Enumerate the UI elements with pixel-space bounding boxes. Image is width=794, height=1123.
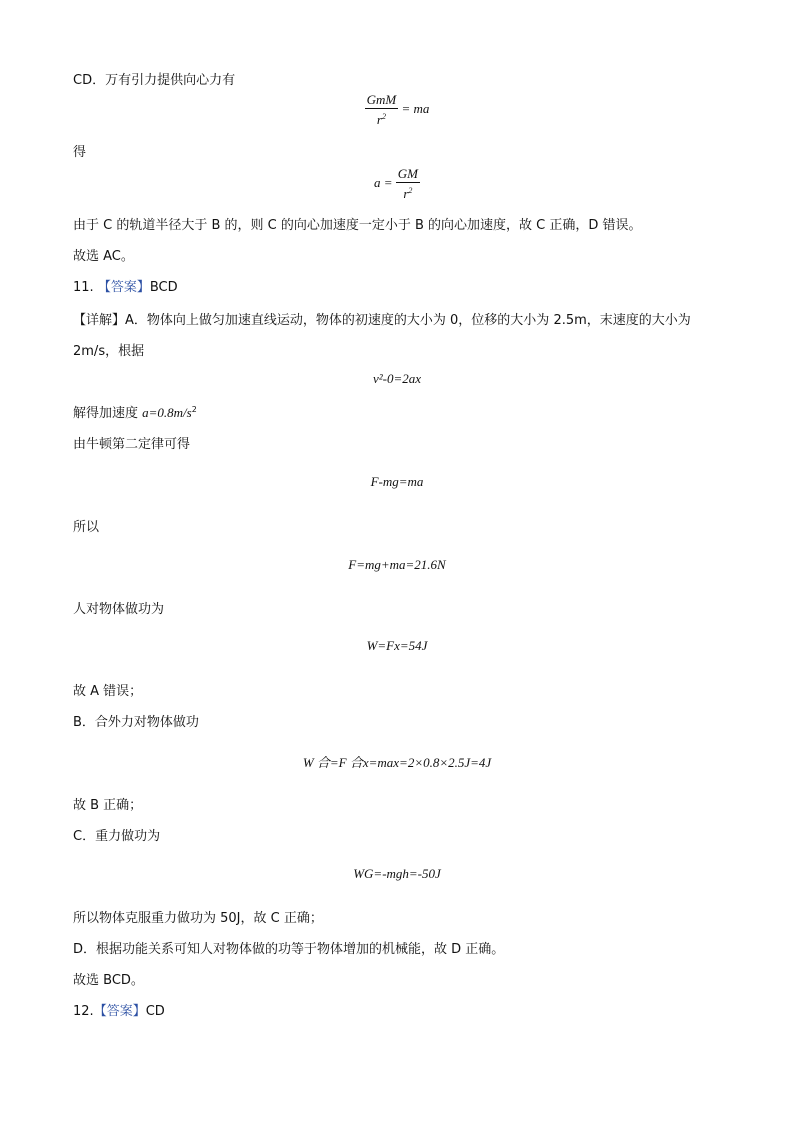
- b-correct: 故 B 正确；: [73, 798, 143, 813]
- answer-value: BCD: [149, 280, 178, 295]
- question-number: 11.: [73, 280, 94, 295]
- newton-law: 由牛顿第二定律可得: [73, 437, 191, 452]
- choose-ac: 故选 AC。: [73, 249, 134, 264]
- formula-lhs: a =: [374, 174, 393, 190]
- question-11-header: [73, 276, 178, 295]
- d-conclusion: D．根据功能关系可知人对物体做的功等于物体增加的机械能，故 D 正确。: [73, 942, 505, 957]
- detail-tag: 【详解】: [73, 313, 126, 328]
- conclusion-c: 由于 C 的轨道半径大于 B 的，则 C 的向心加速度一定小于 B 的向心加速度，故 C 正确，D 错误。: [73, 218, 642, 233]
- formula-gravity-work: WG=-mgh=-50J: [353, 866, 441, 881]
- formula-acceleration: [0, 166, 794, 202]
- detail-a-line1: 【详解】A．物体向上做匀加速直线运动，物体的初速度的大小为 0，位移的大小为 2.5m，末速度的大小为: [73, 313, 691, 328]
- answer-tag: 【答案】: [97, 280, 150, 295]
- de-text: 得: [73, 145, 87, 160]
- answer-value: CD: [145, 1004, 165, 1019]
- solve-acceleration: 解得加速度 $a=0.8m/s^2$: [73, 405, 197, 421]
- fraction-gmm-over-r2: [365, 92, 399, 128]
- a-wrong: 故 A 错误；: [73, 684, 143, 699]
- fraction-numerator: GM: [397, 166, 418, 181]
- b-intro: B．合外力对物体做功: [73, 715, 199, 730]
- detail-a-line2: 2m/s，根据: [73, 344, 145, 359]
- formula-kinematic: v²-0=2ax: [372, 371, 422, 386]
- choose-bcd: 故选 BCD。: [73, 973, 144, 988]
- person-work: 人对物体做功为: [73, 602, 165, 617]
- fraction-denominator: $r^2$: [376, 112, 386, 127]
- fraction-gm-over-r2: [396, 166, 420, 202]
- formula-gravitation: [0, 92, 794, 128]
- cd-intro: CD．万有引力提供向心力有: [73, 73, 236, 88]
- fraction-numerator: GmM: [366, 92, 397, 107]
- formula-work: W=Fx=54J: [366, 638, 428, 653]
- c-intro: C．重力做功为: [73, 829, 161, 844]
- suoyi-1: 所以: [73, 520, 100, 535]
- fraction-denominator: $r^2$: [403, 186, 413, 201]
- formula-newton: F-mg=ma: [370, 474, 424, 489]
- question-number: 12.: [73, 1004, 94, 1019]
- formula-net-work: W 合=F 合x=max=2×0.8×2.5J=4J: [302, 755, 492, 770]
- answer-tag: 【答案】: [93, 1004, 146, 1019]
- c-conclusion: 所以物体克服重力做功为 50J，故 C 正确；: [73, 911, 323, 926]
- question-12-header: [73, 1000, 165, 1019]
- formula-rhs: = ma: [401, 100, 430, 116]
- formula-force: F=mg+ma=21.6N: [348, 557, 446, 572]
